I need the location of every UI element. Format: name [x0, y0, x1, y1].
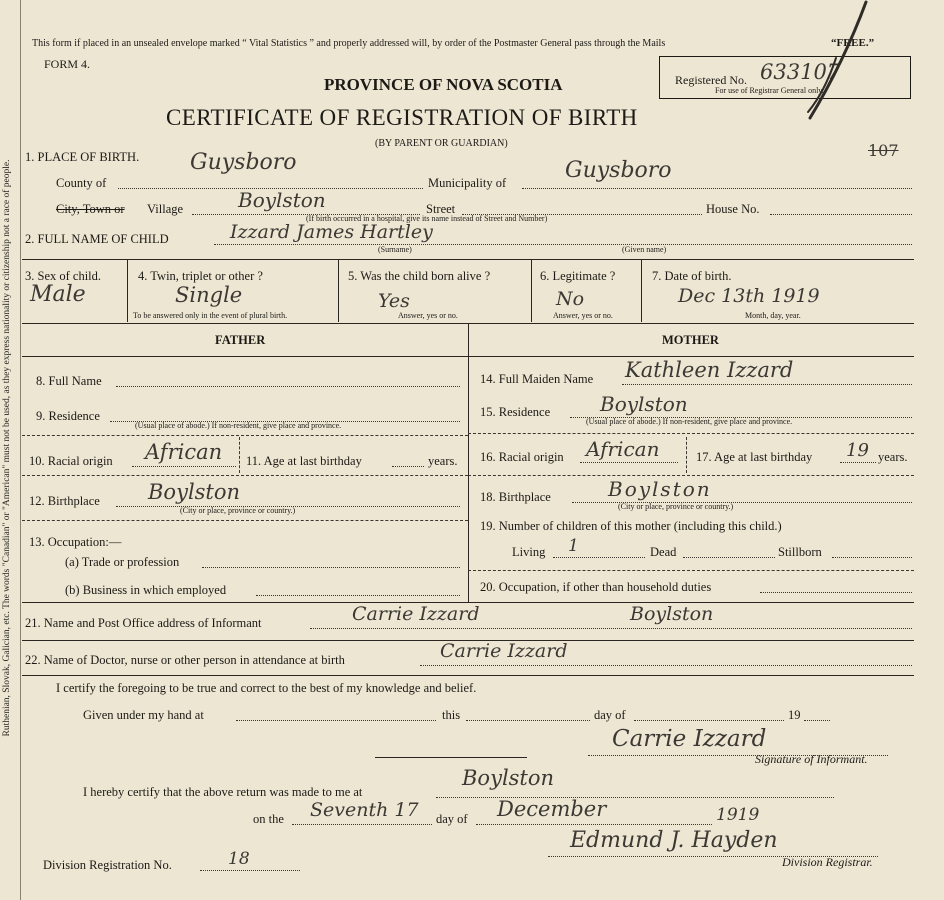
- certify-statement: I certify the foregoing to be true and correct to the best of my knowledge and belief.: [56, 681, 477, 695]
- informant-name: Carrie Izzard: [352, 603, 480, 625]
- mother-children-label: 19. Number of children of this mother (including this child.): [480, 519, 782, 533]
- father-residence-note: (Usual place of abode.) If non-resident, give place and province.: [135, 421, 342, 430]
- doctor-value: Carrie Izzard: [440, 640, 568, 662]
- registrar-signature: Edmund J. Hayden: [570, 828, 778, 853]
- twin-value: Single: [175, 283, 243, 307]
- mother-maiden-label: 14. Full Maiden Name: [480, 372, 594, 386]
- mother-occupation-label: 20. Occupation, if other than household duties: [480, 580, 712, 594]
- corner-mark: 107: [868, 141, 899, 160]
- province-heading: PROVINCE OF NOVA SCOTIA: [324, 75, 563, 94]
- year-prefix: 19: [788, 708, 801, 722]
- alive-note: Answer, yes or no.: [398, 311, 458, 320]
- father-birthplace-label: 12. Birthplace: [29, 494, 100, 508]
- child-name-label: 2. FULL NAME OF CHILD: [25, 232, 169, 246]
- mother-years-label: years.: [878, 450, 908, 464]
- mother-birthplace-note: (City or place, province or country.): [618, 502, 734, 511]
- mother-residence-note: (Usual place of abode.) If non-resident, give place and province.: [586, 417, 793, 426]
- municipality-value: Guysboro: [565, 158, 672, 183]
- given-under-label: Given under my hand at: [83, 708, 204, 722]
- registrar-label: Division Registrar.: [782, 855, 873, 869]
- legitimate-label: 6. Legitimate ?: [540, 269, 616, 283]
- father-trade-label: (a) Trade or profession: [65, 555, 180, 569]
- return-place: Boylston: [462, 766, 555, 790]
- birthdate-label: 7. Date of birth.: [652, 269, 732, 283]
- hospital-note: (If birth occurred in a hospital, give its name instead of Street and Number): [306, 214, 548, 223]
- month-value: December: [497, 797, 607, 821]
- legitimate-value: No: [556, 288, 585, 310]
- municipality-label: Municipality of: [428, 176, 507, 190]
- mother-age-label: 17. Age at last birthday: [696, 450, 813, 464]
- legitimate-note: Answer, yes or no.: [553, 311, 613, 320]
- living-value: 1: [568, 536, 579, 556]
- registered-label: Registered No.: [675, 73, 747, 87]
- father-racial-label: 10. Racial origin: [29, 454, 113, 468]
- street-label: Street: [426, 202, 456, 216]
- day-of-label: day of: [594, 708, 626, 722]
- birthdate-note: Month, day, year.: [745, 311, 801, 320]
- living-label: Living: [512, 545, 546, 559]
- house-label: House No.: [706, 202, 760, 216]
- father-residence-label: 9. Residence: [36, 409, 100, 423]
- surname-note: (Surname): [378, 245, 412, 254]
- doctor-label: 22. Name of Doctor, nurse or other person in attendance at birth: [25, 653, 345, 667]
- twin-label: 4. Twin, triplet or other ?: [138, 269, 263, 283]
- given-name-note: (Given name): [622, 245, 667, 254]
- form-number: FORM 4.: [44, 57, 91, 71]
- on-the-label: on the: [253, 812, 284, 826]
- father-heading: FATHER: [215, 333, 266, 347]
- certificate-title: CERTIFICATE OF REGISTRATION OF BIRTH: [166, 105, 638, 130]
- dead-label: Dead: [650, 545, 677, 559]
- side-notice: Ruthenian, Slovak, Galician, etc. The words "Canadian" or "American" must not be used, as they express nationality or citizenship not a race of people.: [2, 159, 12, 737]
- day-of2-label: day of: [436, 812, 468, 826]
- father-age-label: 11. Age at last birthday: [246, 454, 362, 468]
- informant-address: Boylston: [630, 603, 714, 625]
- mother-maiden-value: Kathleen Izzard: [625, 358, 794, 382]
- mother-birthplace-value: Boylston: [608, 477, 712, 501]
- mother-birthplace-label: 18. Birthplace: [480, 490, 551, 504]
- on-day-value: Seventh 17: [310, 799, 419, 821]
- mother-racial-value: African: [586, 437, 660, 461]
- place-county-hw: Guysboro: [190, 150, 297, 175]
- mother-residence-value: Boylston: [600, 392, 688, 416]
- year-value: 1919: [716, 805, 760, 825]
- father-occupation-label: 13. Occupation:—: [29, 535, 122, 549]
- father-birthplace-value: Boylston: [148, 480, 241, 504]
- this-label: this: [442, 708, 461, 722]
- alive-label: 5. Was the child born alive ?: [348, 269, 491, 283]
- certificate-subtitle: (BY PARENT OR GUARDIAN): [375, 138, 508, 149]
- county-label: County of: [56, 176, 107, 190]
- return-label: I hereby certify that the above return was made to me at: [83, 785, 363, 799]
- city-town-label: City, Town or: [56, 202, 125, 216]
- father-name-label: 8. Full Name: [36, 374, 102, 388]
- village-label: Village: [147, 202, 184, 216]
- father-business-label: (b) Business in which employed: [65, 583, 227, 597]
- informant-signature: Carrie Izzard: [612, 726, 767, 752]
- father-years-label: years.: [428, 454, 458, 468]
- division-value: 18: [228, 849, 250, 869]
- birthdate-value: Dec 13th 1919: [678, 285, 820, 307]
- child-name-value: Izzard James Hartley: [230, 221, 433, 243]
- division-label: Division Registration No.: [43, 858, 172, 872]
- mother-residence-label: 15. Residence: [480, 405, 551, 419]
- father-racial-value: African: [145, 440, 223, 464]
- sex-value: Male: [30, 282, 86, 307]
- stillborn-label: Stillborn: [778, 545, 822, 559]
- registrar-note: For use of Registrar General only.: [715, 86, 824, 95]
- mother-racial-label: 16. Racial origin: [480, 450, 564, 464]
- sex-label: 3. Sex of child.: [25, 269, 102, 283]
- mother-age-value: 19: [846, 440, 869, 461]
- father-birthplace-note: (City or place, province or country.): [180, 506, 296, 515]
- place-label: 1. PLACE OF BIRTH.: [25, 150, 140, 164]
- signature-label: Signature of Informant.: [755, 752, 868, 766]
- twin-note: To be answered only in the event of plural birth.: [133, 311, 288, 320]
- village-value: Boylston: [238, 188, 326, 212]
- mother-heading: MOTHER: [662, 333, 719, 347]
- informant-label: 21. Name and Post Office address of Informant: [25, 616, 262, 630]
- registered-number: 633107: [760, 60, 841, 84]
- mail-notice: This form if placed in an unsealed envelope marked “ Vital Statistics ” and properly addressed will, by order of the Postmaster General pass through the Mails: [32, 38, 666, 49]
- free-notice: “FREE.”: [831, 37, 875, 49]
- alive-value: Yes: [378, 290, 410, 312]
